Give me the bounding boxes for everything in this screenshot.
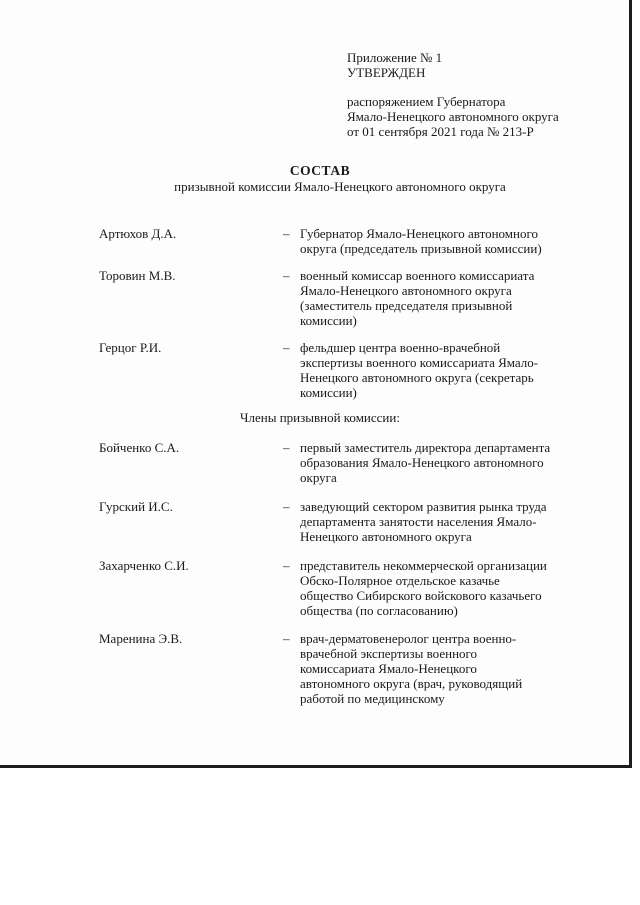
role-line: врачебной экспертизы военного [300, 646, 478, 661]
role-line: работой по медицинскому [300, 691, 445, 706]
approved-label: УТВЕРЖДЕН [347, 65, 426, 80]
member-role [300, 558, 600, 618]
role-line: департамента занятости населения Ямало- [300, 514, 537, 529]
role-line: врач-дерматовенеролог центра военно- [300, 631, 517, 646]
role-line: округа (председатель призывной комиссии) [300, 241, 542, 256]
role-line: первый заместитель директора департамента [300, 440, 551, 455]
role-line: автономного округа (врач, руководящий [300, 676, 523, 691]
document-title: СОСТАВ [289, 163, 351, 178]
member-role [300, 499, 600, 544]
appendix-number: Приложение № 1 [347, 50, 443, 65]
role-line: представитель некоммерческой организации [300, 558, 547, 573]
members-heading: Члены призывной комиссии: [240, 410, 400, 425]
role-line: общества (по согласованию) [300, 603, 458, 618]
member-role [300, 268, 600, 328]
approval-line: Ямало-Ненецкого автономного округа [347, 109, 559, 124]
dash: – [283, 226, 290, 241]
role-line: заведующий сектором развития рынка труда [300, 499, 547, 514]
role-line: комиссии) [300, 385, 357, 400]
approval-line: от 01 сентября 2021 года № 213-Р [347, 124, 534, 139]
member-name: Гурский И.С. [99, 499, 173, 514]
role-line: Обско-Полярное отдельское казачье [300, 573, 500, 588]
role-line: округа [300, 470, 337, 485]
dash: – [283, 440, 290, 455]
member-name: Артюхов Д.А. [99, 226, 177, 241]
role-line: комиссии) [300, 313, 357, 328]
member-role [300, 631, 600, 706]
member-name: Герцог Р.И. [99, 340, 162, 355]
member-role [300, 440, 600, 485]
role-line: военный комиссар военного комиссариата [300, 268, 535, 283]
role-line: Губернатор Ямало-Ненецкого автономного [300, 226, 538, 241]
approval-block [347, 50, 559, 139]
approval-line: распоряжением Губернатора [347, 94, 506, 109]
dash: – [283, 499, 290, 514]
dash: – [283, 558, 290, 573]
role-line: Ненецкого автономного округа [300, 529, 472, 544]
role-line: Ямало-Ненецкого автономного округа [300, 283, 512, 298]
member-name: Бойченко С.А. [99, 440, 180, 455]
member-role [300, 340, 600, 400]
role-line: Ненецкого автономного округа (секретарь [300, 370, 534, 385]
member-role [300, 226, 600, 256]
dash: – [283, 268, 290, 283]
member-name: Торовин М.В. [99, 268, 176, 283]
role-line: общество Сибирского войскового казачьего [300, 588, 542, 603]
dash: – [283, 631, 290, 646]
role-line: комиссариата Ямало-Ненецкого [300, 661, 477, 676]
role-line: экспертизы военного комиссариата Ямало- [300, 355, 539, 370]
document-subtitle: призывной комиссии Ямало-Ненецкого автономного округа [174, 179, 506, 194]
member-name: Маренина Э.В. [99, 631, 183, 646]
approval-gap [347, 80, 559, 94]
role-line: образования Ямало-Ненецкого автономного [300, 455, 544, 470]
member-name: Захарченко С.И. [99, 558, 189, 573]
role-line: фельдшер центра военно-врачебной [300, 340, 501, 355]
dash: – [283, 340, 290, 355]
role-line: (заместитель председателя призывной [300, 298, 513, 313]
